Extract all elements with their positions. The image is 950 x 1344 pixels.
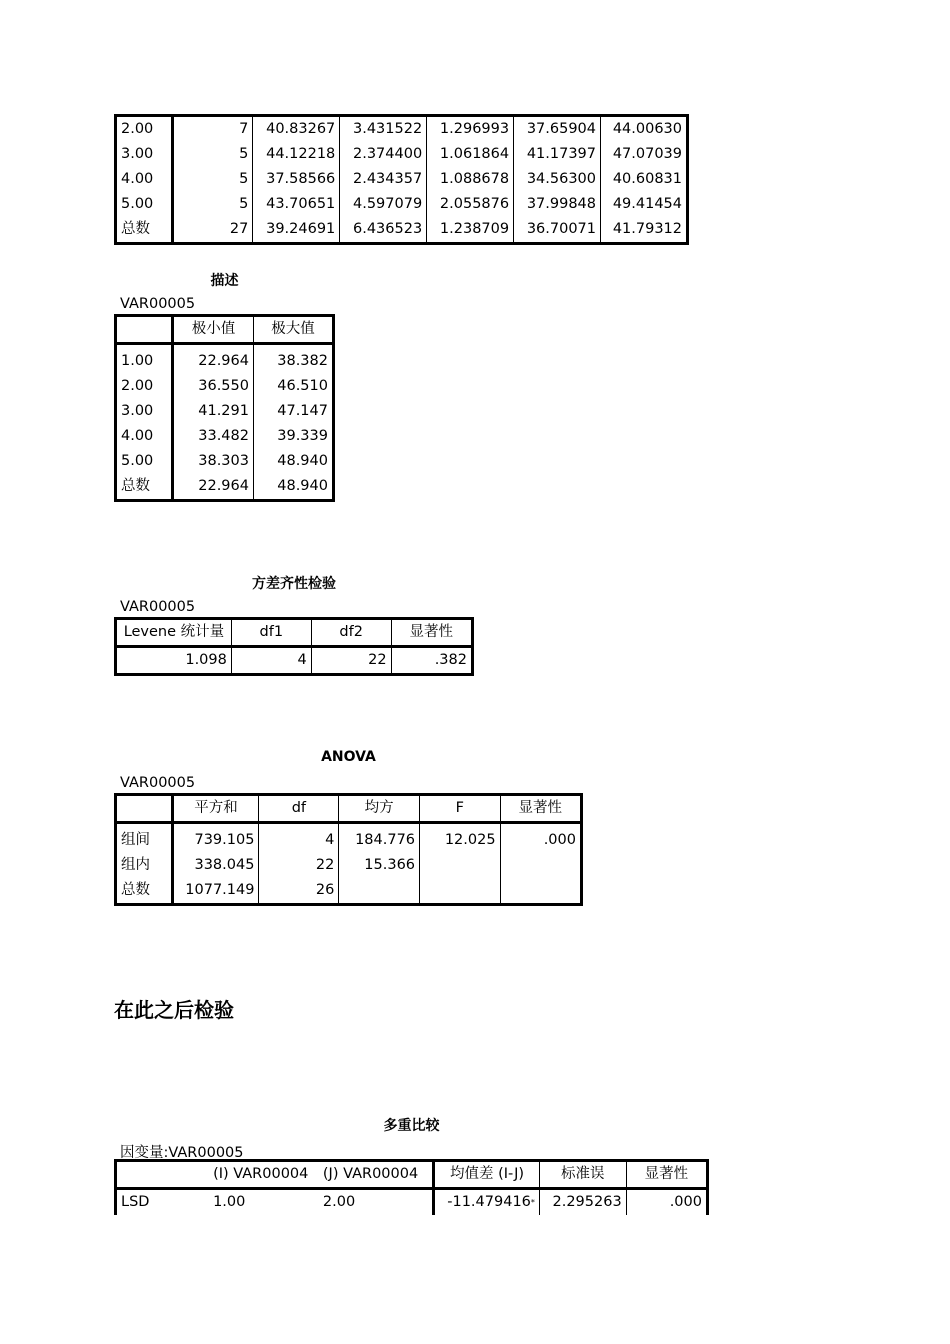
std-error-cell: 2.295263	[539, 1189, 626, 1216]
sig-cell: .000	[500, 823, 581, 854]
group-label: 总数	[116, 474, 173, 501]
max-cell: 48.940	[254, 449, 334, 474]
n-cell: 5	[239, 171, 249, 187]
max-cell: 38.382	[254, 344, 334, 375]
sig-cell	[500, 853, 581, 878]
ss-cell: 739.105	[194, 832, 255, 848]
anova-var-label: VAR00005	[120, 775, 196, 791]
anova-title: ANOVA	[321, 749, 376, 765]
significance-mark: *	[530, 1198, 535, 1208]
column-header: 标准误	[539, 1161, 626, 1189]
ss-cell: 1077.149	[185, 882, 255, 898]
mean-diff-cell	[434, 1189, 540, 1216]
min-cell: 22.964	[198, 478, 249, 494]
levene-statistic: 1.098	[185, 652, 227, 668]
column-header: 极大值	[254, 316, 334, 344]
group-label: 总数	[116, 217, 173, 244]
column-header: df1	[231, 619, 311, 647]
n-cell: 5	[239, 146, 249, 162]
se-cell: 1.088678	[427, 167, 514, 192]
column-header: 显著性	[626, 1161, 707, 1189]
table-row	[116, 853, 582, 878]
multiple-comparisons-title: 多重比较	[383, 1118, 440, 1134]
column-header: 平方和	[194, 800, 238, 816]
ci-lower-cell: 41.17397	[514, 142, 601, 167]
table-row	[116, 344, 334, 375]
ci-lower-cell: 37.99848	[514, 192, 601, 217]
table-row	[116, 167, 688, 192]
header-row	[116, 795, 582, 823]
min-cell: 22.964	[198, 353, 249, 369]
column-header: df2	[311, 619, 391, 647]
mean-cell: 39.24691	[253, 217, 340, 244]
ms-cell	[339, 878, 420, 905]
table-row	[116, 116, 688, 143]
table-row	[116, 823, 582, 854]
source-label: 组间	[116, 823, 173, 854]
table-row	[116, 192, 688, 217]
levene-title: 方差齐性检验	[252, 576, 336, 592]
se-cell: 1.238709	[427, 217, 514, 244]
descriptives-title: 描述	[210, 273, 239, 289]
column-header: F	[420, 795, 501, 823]
mean-cell: 37.58566	[253, 167, 340, 192]
source-label: 总数	[116, 878, 173, 905]
table-row	[116, 424, 334, 449]
descriptives-var-label: VAR00005	[120, 296, 196, 312]
n-cell: 7	[239, 121, 249, 137]
i-group-cell: 1.00	[209, 1189, 319, 1216]
sd-cell: 2.374400	[340, 142, 427, 167]
method-label: LSD	[121, 1194, 150, 1211]
descriptives-continued-table	[114, 114, 689, 245]
f-cell: 12.025	[420, 823, 501, 854]
group-label: 2.00	[116, 374, 173, 399]
sd-cell: 4.597079	[340, 192, 427, 217]
min-cell: 38.303	[198, 453, 249, 469]
column-header: 极小值	[191, 321, 236, 337]
mean-cell: 44.12218	[253, 142, 340, 167]
ci-upper-cell: 47.07039	[601, 142, 688, 167]
column-header: (I) VAR00004	[213, 1166, 309, 1182]
min-cell: 33.482	[198, 428, 249, 444]
sd-cell: 3.431522	[340, 116, 427, 143]
df-cell: 22	[259, 853, 339, 878]
levene-var-label: VAR00005	[120, 599, 196, 615]
table-row	[116, 647, 473, 675]
min-cell: 36.550	[198, 378, 249, 394]
ci-upper-cell: 44.00630	[601, 116, 688, 143]
mean-cell: 40.83267	[253, 116, 340, 143]
sig-cell: .382	[391, 647, 472, 675]
mean-cell: 43.70651	[253, 192, 340, 217]
ci-lower-cell: 34.56300	[514, 167, 601, 192]
column-header: 均方	[339, 795, 420, 823]
df2-cell: 22	[311, 647, 391, 675]
column-header: (J) VAR00004	[319, 1161, 434, 1189]
sd-cell: 6.436523	[340, 217, 427, 244]
group-label: 3.00	[116, 399, 173, 424]
table-row	[116, 374, 334, 399]
dependent-var-label: 因变量:VAR00005	[120, 1145, 244, 1161]
column-header: df	[259, 795, 339, 823]
table-row	[116, 449, 334, 474]
multiple-comparisons-clip	[114, 1159, 714, 1215]
sd-cell: 2.434357	[340, 167, 427, 192]
df-cell: 4	[259, 823, 339, 854]
sig-cell	[500, 878, 581, 905]
max-cell: 46.510	[254, 374, 334, 399]
min-cell: 41.291	[198, 403, 249, 419]
source-label: 组内	[116, 853, 173, 878]
column-header: Levene 统计量	[123, 624, 225, 640]
ci-lower-cell: 36.70071	[514, 217, 601, 244]
table-row	[116, 217, 688, 244]
se-cell: 1.296993	[427, 116, 514, 143]
group-label: 1.00	[116, 344, 173, 375]
group-label: 2.00	[116, 116, 173, 143]
df-cell: 26	[259, 878, 339, 905]
column-header: 显著性	[391, 619, 472, 647]
df1-cell: 4	[231, 647, 311, 675]
table-row	[116, 399, 334, 424]
ms-cell: 184.776	[339, 823, 420, 854]
column-header: 均值差 (I-J)	[450, 1166, 525, 1182]
ms-cell: 15.366	[339, 853, 420, 878]
max-cell: 47.147	[254, 399, 334, 424]
max-cell: 39.339	[254, 424, 334, 449]
header-row	[116, 316, 334, 344]
ci-upper-cell: 41.79312	[601, 217, 688, 244]
group-label: 5.00	[116, 449, 173, 474]
ci-upper-cell: 49.41454	[601, 192, 688, 217]
max-cell: 48.940	[254, 474, 334, 501]
table-row	[116, 878, 582, 905]
table-row	[116, 142, 688, 167]
levene-table	[114, 617, 474, 676]
group-label: 3.00	[116, 142, 173, 167]
ci-upper-cell: 40.60831	[601, 167, 688, 192]
anova-table	[114, 793, 583, 906]
multiple-comparisons-table	[114, 1159, 709, 1215]
mean-diff-value: -11.479416	[447, 1194, 531, 1211]
header-row	[116, 1161, 708, 1189]
se-cell: 1.061864	[427, 142, 514, 167]
table-row	[116, 1189, 708, 1216]
f-cell	[420, 878, 501, 905]
table-row	[116, 474, 334, 501]
f-cell	[420, 853, 501, 878]
header-row	[116, 619, 473, 647]
j-group-cell: 2.00	[319, 1189, 434, 1216]
column-header: 显著性	[500, 795, 581, 823]
ci-lower-cell: 37.65904	[514, 116, 601, 143]
posthoc-heading: 在此之后检验	[114, 998, 234, 1022]
group-label: 4.00	[116, 424, 173, 449]
n-cell: 27	[229, 221, 249, 237]
sig-cell: .000	[626, 1189, 707, 1216]
ss-cell: 338.045	[194, 857, 255, 873]
se-cell: 2.055876	[427, 192, 514, 217]
group-label: 4.00	[116, 167, 173, 192]
n-cell: 5	[239, 196, 249, 212]
group-label: 5.00	[116, 192, 173, 217]
descriptives-minmax-table	[114, 314, 335, 502]
